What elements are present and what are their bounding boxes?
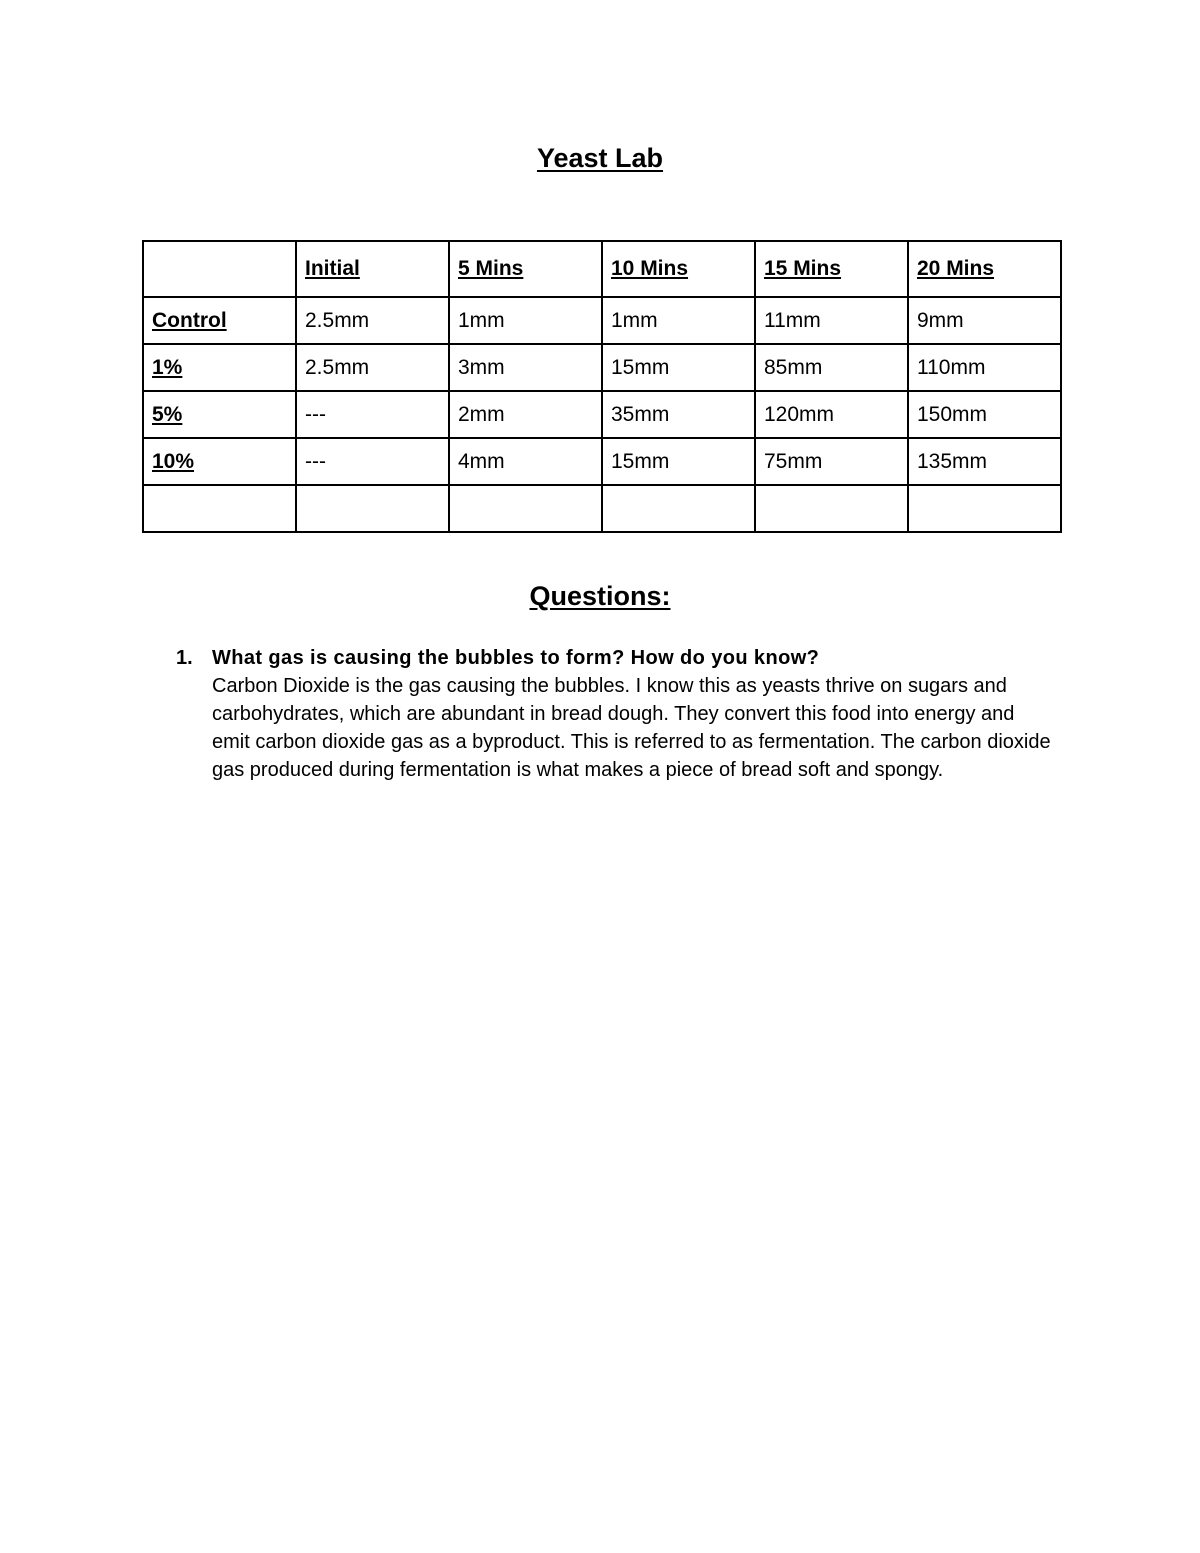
table-cell: 1mm (602, 297, 755, 344)
table-cell (908, 485, 1061, 532)
table-row (143, 438, 1061, 485)
table-cell: 15mm (602, 438, 755, 485)
table-cell: 9mm (908, 297, 1061, 344)
header-cell (143, 241, 296, 297)
table-cell: 15mm (602, 344, 755, 391)
table-row-empty (143, 485, 1061, 532)
table-row (143, 344, 1061, 391)
header-cell: 10 Mins (602, 241, 755, 297)
table-cell: 2.5mm (296, 344, 449, 391)
row-label-cell (143, 485, 296, 532)
table-cell: 120mm (755, 391, 908, 438)
question-number: 1. (176, 647, 193, 669)
question-body (212, 644, 1056, 784)
table-cell (755, 485, 908, 532)
table-cell: 3mm (449, 344, 602, 391)
row-label-cell: 10% (143, 438, 296, 485)
table-cell (602, 485, 755, 532)
table-cell: 2mm (449, 391, 602, 438)
header-cell: 15 Mins (755, 241, 908, 297)
row-label-cell: Control (143, 297, 296, 344)
question-text: What gas is causing the bubbles to form? How do you know? (212, 647, 820, 669)
question-item (176, 644, 1056, 784)
header-cell: 20 Mins (908, 241, 1061, 297)
answer-text: Carbon Dioxide is the gas causing the bubbles. I know this as yeasts thrive on sugars and carbohydrates, which are abundant in bread dough. They convert this food into energy and emit carbon dioxide gas as a byproduct. This is referred to as fermentation. The carbon dioxide gas produced during fermentation is what makes a piece of bread soft and spongy. (212, 675, 1051, 781)
table-cell: 150mm (908, 391, 1061, 438)
table-cell: 1mm (449, 297, 602, 344)
page-title: Yeast Lab (536, 143, 664, 173)
table-row (143, 297, 1061, 344)
questions-heading: Questions: (529, 581, 671, 611)
table-cell: 110mm (908, 344, 1061, 391)
table-cell (449, 485, 602, 532)
table-cell: 135mm (908, 438, 1061, 485)
header-cell: 5 Mins (449, 241, 602, 297)
table-cell: 75mm (755, 438, 908, 485)
table-cell: --- (296, 391, 449, 438)
table-cell: 11mm (755, 297, 908, 344)
table-cell: 85mm (755, 344, 908, 391)
table-cell: 35mm (602, 391, 755, 438)
table-row (143, 391, 1061, 438)
results-table (142, 240, 1062, 533)
table-header-row (143, 241, 1061, 297)
row-label-cell: 1% (143, 344, 296, 391)
row-label-cell: 5% (143, 391, 296, 438)
table-cell: --- (296, 438, 449, 485)
table-cell: 4mm (449, 438, 602, 485)
header-cell: Initial (296, 241, 449, 297)
table-cell (296, 485, 449, 532)
table-cell: 2.5mm (296, 297, 449, 344)
